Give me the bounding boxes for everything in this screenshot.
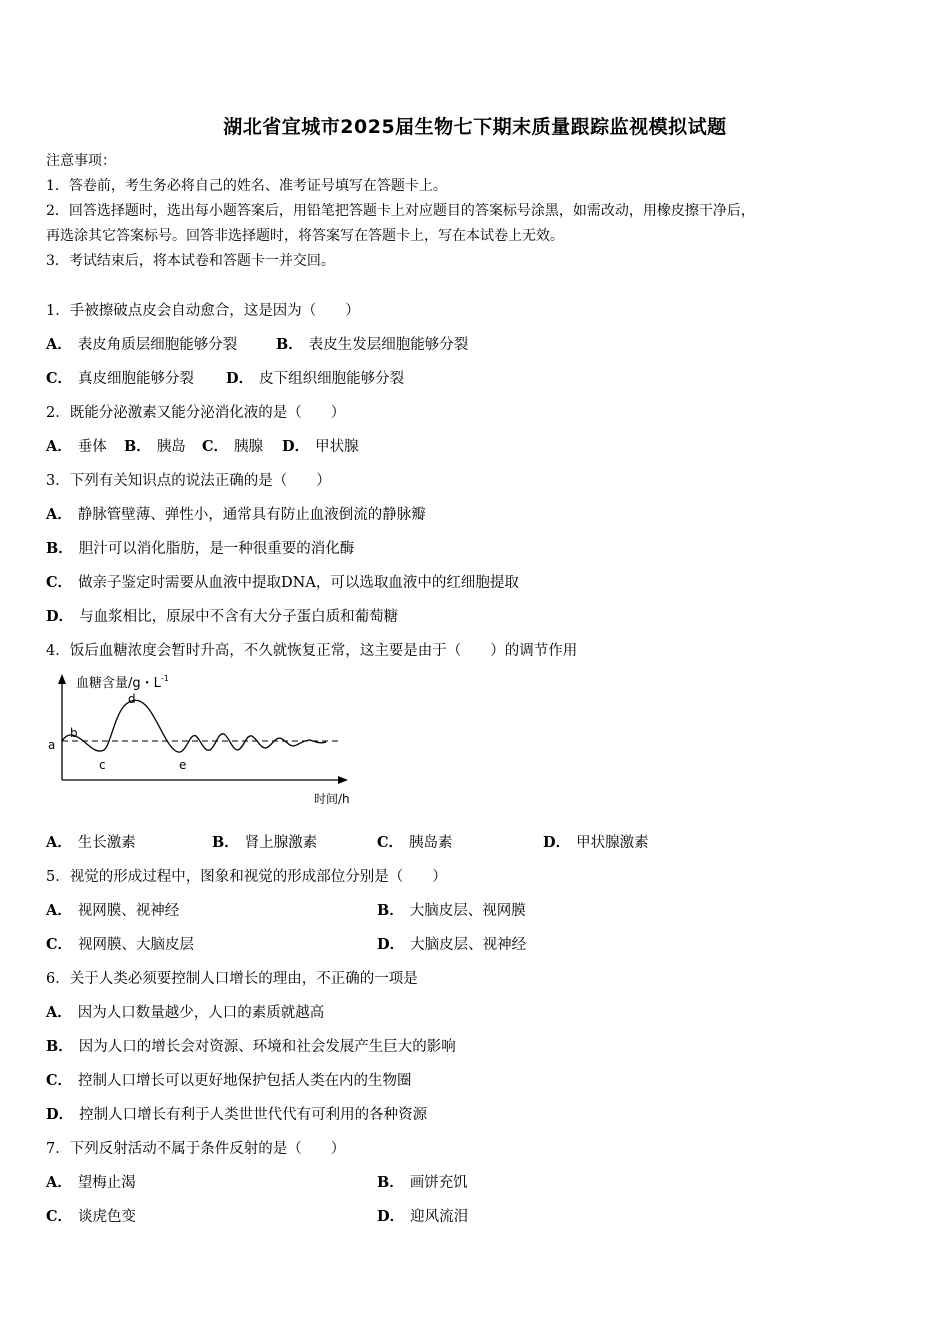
option-label: C． [46, 370, 73, 387]
option-label: A． [46, 1174, 72, 1191]
option-label: C． [46, 574, 73, 591]
option-a[interactable] [46, 834, 136, 852]
option-label: A． [46, 902, 72, 919]
option-text: 与血浆相比，原尿中不含有大分子蛋白质和葡萄糖 [79, 609, 399, 625]
question-stem: 2．既能分泌激素又能分泌消化液的是（ ） [46, 405, 346, 421]
option-c[interactable] [46, 370, 194, 388]
option-text: 胰腺 [234, 439, 264, 455]
option-label: A． [46, 336, 72, 353]
option-text: 望梅止渴 [77, 1175, 136, 1191]
option-label: B． [377, 902, 404, 919]
option-b[interactable] [276, 336, 468, 354]
question-stem: 5．视觉的形成过程中，图象和视觉的形成部位分别是（ ） [46, 869, 447, 885]
option-text: 表皮角质层细胞能够分裂 [77, 337, 238, 353]
option-label: C． [46, 1072, 73, 1089]
option-text: 静脉管壁薄、弹性小，通常具有防止血液倒流的静脉瓣 [77, 507, 426, 523]
option-c[interactable] [202, 438, 263, 456]
x-axis-arrow [338, 776, 348, 784]
option-text: 肾上腺激素 [244, 835, 318, 851]
option-b[interactable] [377, 902, 526, 920]
option-text: 胰岛 [156, 439, 186, 455]
option-text: 甲状腺激素 [576, 835, 649, 851]
notice-item: 3．考试结束后，将本试卷和答题卡一并交回。 [46, 253, 335, 269]
option-b[interactable] [46, 540, 354, 558]
option-b[interactable] [377, 1174, 468, 1192]
notice-item: 再选涂其它答案标号。回答非选择题时，将答案写在答题卡上，写在本试卷上无效。 [46, 228, 564, 244]
option-label: A． [46, 506, 72, 523]
x-axis-label: 时间/h [314, 792, 350, 806]
option-label: A． [46, 1004, 72, 1021]
option-c[interactable] [46, 1072, 412, 1090]
option-c[interactable] [377, 834, 453, 852]
option-text: 皮下组织细胞能够分裂 [259, 371, 405, 387]
option-a[interactable] [46, 438, 107, 456]
notice-heading: 注意事项： [46, 153, 116, 169]
page-title: 湖北省宜城市2025届生物七下期末质量跟踪监视模拟试题 [223, 116, 727, 138]
option-text: 甲状腺 [315, 439, 359, 455]
option-b[interactable] [46, 1038, 456, 1056]
option-text: 视网膜、大脑皮层 [78, 937, 195, 953]
option-b[interactable] [212, 834, 317, 852]
option-text: 生长激素 [77, 835, 136, 851]
option-d[interactable] [377, 936, 526, 954]
option-text: 画饼充饥 [409, 1175, 468, 1191]
option-c[interactable] [46, 574, 519, 592]
option-label: A． [46, 834, 72, 851]
option-a[interactable] [46, 1004, 324, 1022]
option-text: 胆汁可以消化脂肪，是一种很重要的消化酶 [78, 541, 355, 557]
option-d[interactable] [377, 1208, 468, 1226]
option-label: A． [46, 438, 72, 455]
option-text: 视网膜、视神经 [77, 903, 180, 919]
point-label-a: a [48, 738, 56, 752]
option-c[interactable] [46, 936, 194, 954]
option-label: C． [46, 1208, 73, 1225]
option-b[interactable] [124, 438, 186, 456]
option-label: D． [377, 1208, 405, 1225]
option-text: 大脑皮层、视神经 [410, 937, 527, 953]
option-text: 做亲子鉴定时需要从血液中提取DNA，可以选取血液中的红细胞提取 [78, 575, 519, 591]
option-text: 表皮生发层细胞能够分裂 [308, 337, 469, 353]
option-label: B． [377, 1174, 404, 1191]
option-text: 因为人口的增长会对资源、环境和社会发展产生巨大的影响 [78, 1039, 456, 1055]
option-label: B． [276, 336, 303, 353]
option-text: 控制人口增长可以更好地保护包括人类在内的生物圈 [78, 1073, 412, 1089]
point-label-c: c [99, 758, 106, 772]
option-label: C． [202, 438, 229, 455]
option-label: D． [282, 438, 310, 455]
question-stem: 1．手被擦破点皮会自动愈合，这是因为（ ） [46, 303, 360, 319]
option-d[interactable] [282, 438, 359, 456]
question-stem: 6．关于人类必须要控制人口增长的理由，不正确的一项是 [46, 971, 418, 987]
option-a[interactable] [46, 1174, 136, 1192]
notice-item: 1．答卷前，考生务必将自己的姓名、准考证号填写在答题卡上。 [46, 178, 447, 194]
blood-glucose-graph [44, 670, 364, 810]
option-label: B． [212, 834, 239, 851]
question-stem: 3．下列有关知识点的说法正确的是（ ） [46, 473, 331, 489]
notice-item: 2．回答选择题时，选出每小题答案后，用铅笔把答题卡上对应题目的答案标号涂黑，如需改动，用橡皮擦干净后， [46, 203, 755, 219]
point-label-e: e [179, 758, 187, 772]
option-text: 因为人口数量越少，人口的素质就越高 [77, 1005, 325, 1021]
option-label: D． [543, 834, 571, 851]
option-label: C． [377, 834, 404, 851]
option-label: B． [46, 540, 73, 557]
option-d[interactable] [226, 370, 404, 388]
option-a[interactable] [46, 506, 426, 524]
option-d[interactable] [46, 1106, 427, 1124]
option-a[interactable] [46, 336, 237, 354]
y-axis-label: 血糖含量/g・$L^{-1}$ [76, 674, 169, 691]
option-text: 胰岛素 [409, 835, 453, 851]
y-axis-arrow [58, 674, 66, 684]
question-stem: 7．下列反射活动不属于条件反射的是（ ） [46, 1141, 346, 1157]
option-a[interactable] [46, 902, 179, 920]
option-label: B． [46, 1038, 73, 1055]
option-d[interactable] [46, 608, 398, 626]
option-text: 垂体 [77, 439, 107, 455]
option-label: B． [124, 438, 151, 455]
option-text: 控制人口增长有利于人类世世代代有可利用的各种资源 [79, 1107, 428, 1123]
option-label: D． [46, 1106, 74, 1123]
option-label: D． [226, 370, 254, 387]
question-stem: 4．饭后血糖浓度会暂时升高，不久就恢复正常，这主要是由于（ ）的调节作用 [46, 643, 578, 659]
option-label: D． [46, 608, 74, 625]
glucose-curve [62, 700, 326, 752]
option-label: C． [46, 936, 73, 953]
option-text: 大脑皮层、视网膜 [409, 903, 526, 919]
point-label-b: b [70, 726, 78, 740]
option-c[interactable] [46, 1208, 136, 1226]
option-text: 谈虎色变 [78, 1209, 137, 1225]
option-label: D． [377, 936, 405, 953]
option-d[interactable] [543, 834, 649, 852]
option-text: 迎风流泪 [410, 1209, 469, 1225]
point-label-d: d [128, 692, 136, 706]
option-text: 真皮细胞能够分裂 [78, 371, 195, 387]
